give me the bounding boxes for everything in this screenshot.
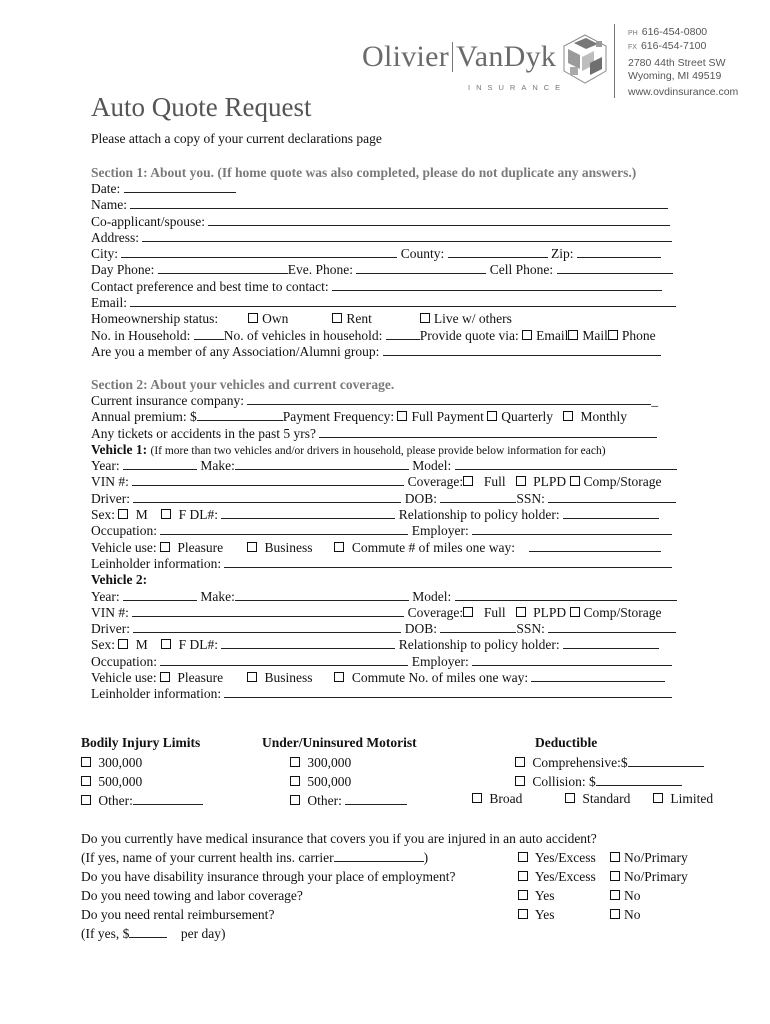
fax-label: FX bbox=[628, 44, 637, 51]
v1-year-row bbox=[91, 458, 677, 474]
broad-option bbox=[472, 791, 522, 807]
rental-no-option bbox=[610, 905, 688, 924]
v2-comp-checkbox[interactable] bbox=[570, 607, 580, 617]
v2-vin-field[interactable] bbox=[132, 605, 404, 617]
v2-ssn-field[interactable] bbox=[548, 621, 676, 633]
rental-yes-option bbox=[518, 905, 596, 924]
via-phone-checkbox[interactable] bbox=[608, 330, 618, 340]
deductible-options bbox=[515, 753, 704, 791]
email-label: Email: bbox=[91, 295, 127, 311]
phone-row bbox=[91, 262, 676, 278]
website: www.ovdinsurance.com bbox=[628, 86, 739, 98]
rent-checkbox[interactable] bbox=[332, 313, 342, 323]
towing-yes-label: Yes bbox=[534, 888, 555, 903]
date-row bbox=[91, 181, 676, 197]
v1-employer-label: Employer: bbox=[411, 523, 469, 539]
collision-field[interactable] bbox=[596, 774, 682, 786]
v2-leinholder-label: Leinholder information: bbox=[91, 686, 222, 702]
v1-driver-row bbox=[91, 491, 677, 507]
v1-use-label: Vehicle use: bbox=[91, 539, 157, 555]
association-label: Are you a member of any Association/Alumni group: bbox=[91, 343, 380, 359]
v1-make-label: Make: bbox=[200, 458, 235, 474]
standard-option bbox=[565, 791, 630, 807]
v2-plpd-checkbox[interactable] bbox=[516, 607, 526, 617]
vehicle1-note: (If more than two vehicles and/or drivers in household, please provide below information for each) bbox=[150, 444, 606, 457]
city-address: Wyoming, MI 49519 bbox=[628, 70, 722, 82]
monthly-label: Monthly bbox=[580, 409, 627, 425]
question-rental: Do you need rental reimbursement? bbox=[81, 907, 275, 922]
email-field[interactable] bbox=[130, 295, 676, 307]
rental-amount-label: (If yes, $ bbox=[81, 926, 130, 941]
v1-dl-field[interactable] bbox=[221, 507, 395, 519]
header-divider bbox=[614, 24, 615, 98]
v2-model-label: Model: bbox=[412, 588, 452, 604]
question-disability: Do you have disability insurance through your place of employment? bbox=[81, 869, 456, 884]
comprehensive-checkbox[interactable] bbox=[515, 757, 525, 767]
county-field[interactable] bbox=[448, 246, 548, 258]
uninsured-300-option bbox=[290, 753, 407, 772]
v2-ssn-label: SSN: bbox=[516, 621, 545, 637]
page-subtitle: Please attach a copy of your current declarations page bbox=[91, 131, 382, 146]
v1-commute-checkbox[interactable] bbox=[334, 542, 344, 552]
v1-commute-field[interactable] bbox=[529, 540, 661, 552]
v2-year-row bbox=[91, 589, 677, 605]
v1-fdl-label: F DL#: bbox=[178, 507, 219, 523]
towing-yes-checkbox[interactable] bbox=[518, 890, 528, 900]
coapplicant-label: Co-applicant/spouse: bbox=[91, 213, 205, 229]
v1-ssn-field[interactable] bbox=[548, 491, 676, 503]
v1-dob-field[interactable] bbox=[440, 491, 516, 503]
v2-occupation-label: Occupation: bbox=[91, 653, 157, 669]
rental-amount-field[interactable] bbox=[129, 926, 167, 938]
street-address: 2780 44th Street SW bbox=[628, 57, 726, 69]
uninsured-other-label: Other: bbox=[307, 793, 342, 808]
v1-ssn-label: SSN: bbox=[516, 490, 545, 506]
coapplicant-row bbox=[91, 214, 676, 230]
logo-subtitle: INSURANCE bbox=[468, 83, 567, 92]
eve-phone-label: Eve. Phone: bbox=[287, 262, 353, 278]
current-company-label: Current insurance company: bbox=[91, 393, 244, 408]
v2-employer-field[interactable] bbox=[472, 654, 672, 666]
vehicles-household-label: No. of vehicles in household: bbox=[223, 327, 383, 343]
v1-commute-label: Commute # of miles one way: bbox=[351, 539, 515, 555]
v2-make-field[interactable] bbox=[235, 589, 409, 601]
v1-comp-checkbox[interactable] bbox=[570, 476, 580, 486]
v2-use-label: Vehicle use: bbox=[91, 670, 157, 686]
v1-relationship-label: Relationship to policy holder: bbox=[398, 507, 560, 523]
bodily-other-checkbox[interactable] bbox=[81, 795, 91, 805]
day-phone-field[interactable] bbox=[158, 262, 288, 274]
v2-vin-label: VIN #: bbox=[91, 604, 129, 620]
uninsured-500-checkbox[interactable] bbox=[290, 776, 300, 786]
contact-pref-field[interactable] bbox=[332, 279, 662, 291]
bodily-injury-title: Bodily Injury Limits bbox=[81, 735, 201, 750]
broad-checkbox[interactable] bbox=[472, 793, 482, 803]
coapplicant-field[interactable] bbox=[208, 214, 670, 226]
name-field[interactable] bbox=[130, 197, 668, 209]
v2-m-checkbox[interactable] bbox=[118, 639, 128, 649]
v1-model-label: Model: bbox=[412, 458, 452, 474]
v2-commute-label: Commute No. of miles one way: bbox=[351, 670, 529, 686]
v2-year-field[interactable] bbox=[123, 589, 197, 601]
v2-commute-field[interactable] bbox=[531, 670, 665, 682]
v2-driver-row bbox=[91, 621, 677, 637]
bodily-other-label: Other: bbox=[98, 793, 133, 808]
v2-occupation-row bbox=[91, 654, 677, 670]
v1-model-field[interactable] bbox=[455, 458, 677, 470]
annual-premium-label: Annual premium: $ bbox=[91, 409, 197, 425]
address-row bbox=[91, 230, 676, 246]
v1-pleasure-checkbox[interactable] bbox=[160, 542, 170, 552]
carrier-yes-option bbox=[518, 848, 596, 867]
date-label: Date: bbox=[91, 181, 121, 196]
premium-row bbox=[91, 409, 677, 425]
v2-m-label: M bbox=[135, 637, 148, 653]
v1-employer-field[interactable] bbox=[472, 523, 672, 535]
standard-label: Standard bbox=[582, 791, 631, 806]
v2-f-checkbox[interactable] bbox=[161, 639, 171, 649]
disability-no-option bbox=[610, 867, 688, 886]
v2-driver-field[interactable] bbox=[133, 621, 401, 633]
quarterly-label: Quarterly bbox=[501, 409, 553, 425]
tickets-field[interactable] bbox=[319, 426, 657, 438]
association-field[interactable] bbox=[383, 344, 661, 356]
towing-yes-option bbox=[518, 886, 596, 905]
annual-premium-field[interactable] bbox=[197, 409, 283, 421]
carrier-field[interactable] bbox=[334, 850, 424, 862]
v2-employer-label: Employer: bbox=[411, 653, 469, 669]
v1-leinholder-row bbox=[91, 556, 677, 572]
v1-business-checkbox[interactable] bbox=[247, 542, 257, 552]
carrier-no-checkbox[interactable] bbox=[610, 852, 620, 862]
association-row bbox=[91, 344, 676, 360]
section1-fields bbox=[91, 181, 676, 360]
v2-dob-label: DOB: bbox=[404, 621, 437, 637]
limited-checkbox[interactable] bbox=[653, 793, 663, 803]
carrier-yes-checkbox[interactable] bbox=[518, 852, 528, 862]
tickets-label: Any tickets or accidents in the past 5 yrs? bbox=[91, 425, 316, 441]
via-email-label: Email bbox=[536, 327, 569, 343]
disability-no-checkbox[interactable] bbox=[610, 871, 620, 881]
current-company-row bbox=[91, 393, 677, 409]
rental-no-checkbox[interactable] bbox=[610, 909, 620, 919]
carrier-close: ) bbox=[423, 850, 429, 865]
v2-relationship-field[interactable] bbox=[563, 637, 659, 649]
contact-block bbox=[628, 26, 738, 99]
limited-label: Limited bbox=[670, 791, 714, 806]
v1-sex-label: Sex: bbox=[91, 507, 116, 523]
carrier-label: (If yes, name of your current health ins. carrier bbox=[81, 850, 334, 865]
phone-label: PH bbox=[628, 30, 638, 37]
v1-m-label: M bbox=[135, 507, 148, 523]
uninsured-other-checkbox[interactable] bbox=[290, 795, 300, 805]
v2-dl-field[interactable] bbox=[221, 637, 395, 649]
v2-plpd-label: PLPD bbox=[533, 604, 567, 620]
v1-dob-label: DOB: bbox=[404, 490, 437, 506]
v2-sex-row bbox=[91, 637, 677, 653]
v1-full-checkbox[interactable] bbox=[463, 476, 473, 486]
comprehensive-option bbox=[515, 753, 704, 772]
bodily-options bbox=[81, 753, 203, 810]
uninsured-300-label: 300,000 bbox=[307, 755, 352, 770]
v1-pleasure-label: Pleasure bbox=[177, 539, 224, 555]
via-phone-label: Phone bbox=[621, 327, 656, 343]
homeownership-row bbox=[91, 311, 676, 327]
address-field[interactable] bbox=[142, 230, 672, 242]
v2-vin-row bbox=[91, 605, 677, 621]
name-row bbox=[91, 197, 676, 213]
v2-pleasure-label: Pleasure bbox=[177, 670, 224, 686]
v2-occupation-field[interactable] bbox=[160, 654, 408, 666]
city-label: City: bbox=[91, 246, 119, 262]
v1-leinholder-label: Leinholder information: bbox=[91, 555, 222, 571]
v1-vin-row bbox=[91, 474, 677, 490]
day-phone-label: Day Phone: bbox=[91, 262, 155, 278]
v2-fdl-label: F DL#: bbox=[178, 637, 219, 653]
household-row bbox=[91, 328, 676, 344]
collision-checkbox[interactable] bbox=[515, 776, 525, 786]
via-mail-label: Mail bbox=[582, 327, 608, 343]
city-row bbox=[91, 246, 676, 262]
name-label: Name: bbox=[91, 197, 127, 213]
bodily-500-checkbox[interactable] bbox=[81, 776, 91, 786]
towing-no-option bbox=[610, 886, 688, 905]
v2-full-checkbox[interactable] bbox=[463, 607, 473, 617]
current-company-field[interactable] bbox=[247, 393, 651, 405]
collision-label: Collision: $ bbox=[532, 774, 596, 789]
v2-relationship-label: Relationship to policy holder: bbox=[398, 637, 560, 653]
phone-number: 616-454-0800 bbox=[641, 26, 708, 38]
v1-driver-label: Driver: bbox=[91, 490, 130, 506]
company-logo bbox=[362, 40, 556, 74]
v2-pleasure-checkbox[interactable] bbox=[160, 672, 170, 682]
tickets-row bbox=[91, 426, 677, 442]
contact-pref-row bbox=[91, 279, 676, 295]
bodily-300-checkbox[interactable] bbox=[81, 757, 91, 767]
towing-no-checkbox[interactable] bbox=[610, 890, 620, 900]
vehicle1-label: Vehicle 1: bbox=[91, 441, 148, 457]
rental-yes-checkbox[interactable] bbox=[518, 909, 528, 919]
v2-use-row bbox=[91, 670, 677, 686]
county-label: County: bbox=[400, 246, 445, 262]
v1-leinholder-field[interactable] bbox=[224, 556, 672, 568]
v2-business-label: Business bbox=[264, 670, 313, 686]
cell-phone-label: Cell Phone: bbox=[489, 262, 554, 278]
v2-leinholder-row bbox=[91, 686, 677, 702]
zip-label: Zip: bbox=[551, 246, 574, 262]
own-label: Own bbox=[262, 311, 289, 327]
payment-freq-label: Payment Frequency: bbox=[282, 409, 395, 425]
answers-no-col bbox=[610, 848, 688, 924]
question-medical: Do you currently have medical insurance that covers you if you are injured in an auto accident? bbox=[81, 831, 597, 846]
full-payment-label: Full Payment bbox=[411, 409, 484, 425]
v2-coverage-label: Coverage: bbox=[407, 604, 464, 620]
logo-cube-icon bbox=[560, 33, 610, 85]
rental-per-day: per day) bbox=[180, 926, 226, 941]
via-mail-checkbox[interactable] bbox=[568, 330, 578, 340]
limited-option bbox=[653, 791, 713, 807]
uninsured-500-label: 500,000 bbox=[307, 774, 352, 789]
live-with-label: Live w/ others bbox=[433, 311, 512, 327]
broad-label: Broad bbox=[489, 791, 523, 806]
via-email-checkbox[interactable] bbox=[522, 330, 532, 340]
logo-vandyk: VanDyk bbox=[456, 40, 557, 73]
v1-occupation-field[interactable] bbox=[160, 523, 408, 535]
bodily-500-option bbox=[81, 772, 203, 791]
v1-vin-label: VIN #: bbox=[91, 474, 129, 490]
monthly-checkbox[interactable] bbox=[563, 411, 573, 421]
uninsured-options bbox=[290, 753, 407, 810]
cell-phone-field[interactable] bbox=[557, 262, 673, 274]
disability-yes-option bbox=[518, 867, 596, 886]
carrier-no-label: No/Primary bbox=[624, 850, 688, 865]
v1-sex-row bbox=[91, 507, 677, 523]
v1-m-checkbox[interactable] bbox=[118, 509, 128, 519]
v1-vin-field[interactable] bbox=[132, 474, 404, 486]
email-row bbox=[91, 295, 676, 311]
carrier-no-option bbox=[610, 848, 688, 867]
zip-field[interactable] bbox=[577, 246, 661, 258]
question-towing: Do you need towing and labor coverage? bbox=[81, 888, 303, 903]
v2-leinholder-field[interactable] bbox=[224, 686, 672, 698]
v1-make-field[interactable] bbox=[235, 458, 409, 470]
section2-fields bbox=[91, 393, 677, 703]
uninsured-500-option bbox=[290, 772, 407, 791]
v2-driver-label: Driver: bbox=[91, 621, 130, 637]
v1-coverage-label: Coverage: bbox=[407, 474, 464, 490]
homeownership-label: Homeownership status: bbox=[91, 311, 219, 327]
v1-f-checkbox[interactable] bbox=[161, 509, 171, 519]
v1-occupation-row bbox=[91, 523, 677, 539]
fax-number: 616-454-7100 bbox=[640, 40, 707, 52]
rent-label: Rent bbox=[346, 311, 372, 327]
towing-no-label: No bbox=[624, 888, 641, 903]
live-with-checkbox[interactable] bbox=[420, 313, 430, 323]
rental-yes-label: Yes bbox=[534, 907, 555, 922]
uninsured-other-option bbox=[290, 791, 407, 810]
v2-business-checkbox[interactable] bbox=[247, 672, 257, 682]
comprehensive-label: Comprehensive:$ bbox=[532, 755, 628, 770]
uninsured-300-checkbox[interactable] bbox=[290, 757, 300, 767]
household-label: No. in Household: bbox=[91, 327, 191, 343]
v1-plpd-label: PLPD bbox=[533, 474, 567, 490]
bodily-other-option bbox=[81, 791, 203, 810]
disability-no-label: No/Primary bbox=[624, 869, 688, 884]
quarterly-checkbox[interactable] bbox=[487, 411, 497, 421]
v1-year-label: Year: bbox=[91, 458, 120, 474]
v2-make-label: Make: bbox=[200, 588, 235, 604]
collision-option bbox=[515, 772, 704, 791]
vehicle1-header bbox=[91, 442, 677, 458]
provide-via-label: Provide quote via: bbox=[419, 327, 519, 343]
v1-business-label: Business bbox=[264, 539, 313, 555]
disability-yes-label: Yes/Excess bbox=[534, 869, 596, 884]
vehicles-household-field[interactable] bbox=[386, 328, 420, 340]
eve-phone-field[interactable] bbox=[356, 262, 486, 274]
v2-year-label: Year: bbox=[91, 588, 120, 604]
logo-olivier: Olivier bbox=[362, 40, 450, 73]
own-checkbox[interactable] bbox=[248, 313, 258, 323]
v1-relationship-field[interactable] bbox=[563, 507, 659, 519]
household-field[interactable] bbox=[194, 328, 224, 340]
contact-pref-label: Contact preference and best time to contact: bbox=[91, 278, 329, 294]
city-field[interactable] bbox=[121, 246, 397, 258]
bodily-300-option bbox=[81, 753, 203, 772]
section2-heading: Section 2: About your vehicles and current coverage. bbox=[91, 377, 395, 392]
v1-driver-field[interactable] bbox=[133, 491, 401, 503]
answers-yes-col bbox=[518, 848, 596, 924]
date-field[interactable] bbox=[124, 181, 236, 193]
carrier-yes-label: Yes/Excess bbox=[534, 850, 596, 865]
section1-heading: Section 1: About you. (If home quote was also completed, please do not duplicate any answers.) bbox=[91, 165, 637, 180]
uninsured-other-field[interactable] bbox=[345, 793, 407, 805]
vehicle2-label: Vehicle 2: bbox=[91, 572, 148, 588]
question-rental-amount bbox=[81, 924, 597, 943]
v2-model-field[interactable] bbox=[455, 589, 677, 601]
rental-no-label: No bbox=[624, 907, 641, 922]
v2-sex-label: Sex: bbox=[91, 637, 116, 653]
current-company-tail: _ bbox=[651, 393, 659, 408]
v1-comp-label: Comp/Storage bbox=[583, 474, 662, 490]
v1-use-row bbox=[91, 540, 677, 556]
v1-year-field[interactable] bbox=[123, 458, 197, 470]
v1-full-label: Full bbox=[483, 474, 506, 490]
v2-dob-field[interactable] bbox=[440, 621, 516, 633]
v2-comp-label: Comp/Storage bbox=[583, 604, 662, 620]
address-label: Address: bbox=[91, 229, 139, 245]
bodily-500-label: 500,000 bbox=[98, 774, 143, 789]
full-payment-checkbox[interactable] bbox=[397, 411, 407, 421]
disability-yes-checkbox[interactable] bbox=[518, 871, 528, 881]
v1-plpd-checkbox[interactable] bbox=[516, 476, 526, 486]
v2-commute-checkbox[interactable] bbox=[334, 672, 344, 682]
comprehensive-field[interactable] bbox=[628, 755, 704, 767]
deductible-title: Deductible bbox=[535, 735, 598, 750]
v1-occupation-label: Occupation: bbox=[91, 523, 157, 539]
uninsured-title: Under/Uninsured Motorist bbox=[262, 735, 417, 750]
bodily-other-field[interactable] bbox=[133, 793, 203, 805]
page-title: Auto Quote Request bbox=[91, 92, 312, 122]
standard-checkbox[interactable] bbox=[565, 793, 575, 803]
v2-full-label: Full bbox=[483, 604, 506, 620]
bodily-300-label: 300,000 bbox=[98, 755, 143, 770]
